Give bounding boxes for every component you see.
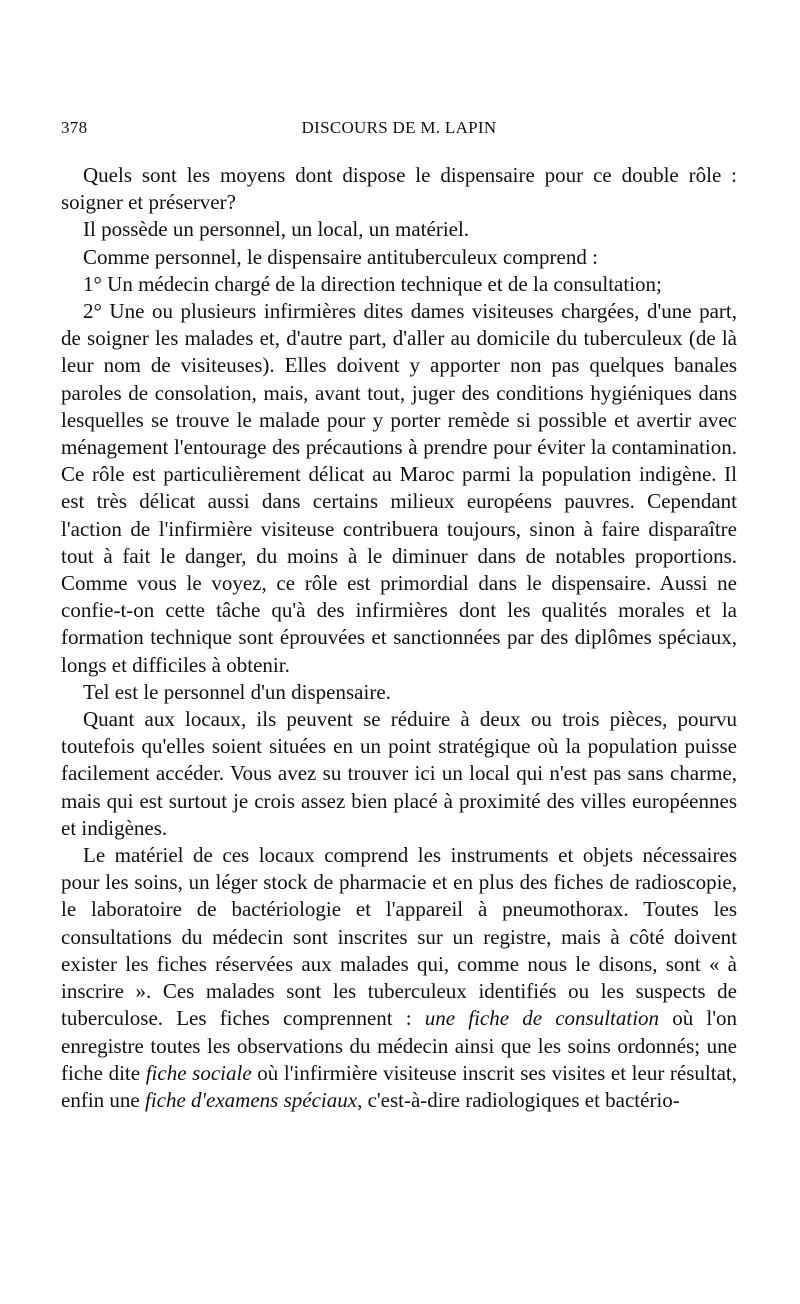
page-number: 378 [61,118,88,137]
paragraph-premises: Quant aux locaux, ils peuvent se réduire à deux ou trois pièces, pourvu toutefois qu'elles soient situées en un point stratégique où la population puisse facilement accéder. Vous avez su trouver ici un local qui n'est pas sans charme, mais qui est surtout je crois assez bien placé à proximité des villes européennes et indigènes. [61,707,737,840]
paragraph-equipment [61,842,737,1114]
running-title: DISCOURS DE M. LAPIN [301,118,497,137]
equipment-text-2: où l'on enregistre toutes les observations du médecin ainsi que les soins ordonnés; une fiche dite [61,1006,738,1085]
paragraph-question: Quels sont les moyens dont dispose le dispensaire pour ce double rôle : soigner et préserver? [61,163,737,215]
paragraph-personnel-intro: Comme personnel, le dispensaire antituberculeux comprend : [83,244,598,269]
paragraph-means: Il possède un personnel, un local, un matériel. [83,217,470,242]
paragraph-nurses: 2° Une ou plusieurs infirmières dites dames visiteuses chargées, d'une part, de soigner les malades et, d'autre part, d'aller au domicile du tuberculeux (de là leur nom de visiteuses). Elles doivent y apporter non pas quelques banales paroles de consolation, mais, avant tout, juger des conditions hygiéniques dans lesquelles se trouve le malade pour y porter remède si possible et avertir avec ménagement l'entourage des précautions à prendre pour éviter la contamination. Ce rôle est particulièrement délicat au Maroc parmi la population indigène. Il est très délicat aussi dans certains milieux européens pauvres. Cependant l'action de l'infirmière visiteuse contribuera toujours, sinon à faire disparaître tout à fait le danger, du moins à le diminuer dans de notables proportions. Comme vous le voyez, ce rôle est primordial dans le dispensaire. Aussi ne confie-t-on cette tâche qu'à des infirmières dont les qualités morales et la formation technique sont éprouvées et sanctionnées par des diplômes spéciaux, longs et difficiles à obtenir. [61,299,737,677]
paragraph-personnel-summary: Tel est le personnel d'un dispensaire. [83,679,391,704]
consultation-card-term: une fiche de consultation [424,1006,660,1031]
equipment-text-4: , c'est-à-dire radiologiques et bactério- [357,1087,680,1112]
equipment-text-1: Le matériel de ces locaux comprend les instruments et objets nécessaires pour les soins, un léger stock de pharmacie et en plus des fiches de radioscopie, le laboratoire de bactériologie et l'appareil à pneumothorax. Toutes les consultations du médecin sont inscrites sur un registre, mais à côté doivent exister les fiches réservées aux malades qui, comme nous le disons, sont « à inscrire ». Ces malades sont les tuberculeux identifiés ou les suspects de tuberculose. Les fiches comprennent : [61,843,737,1031]
social-card-term: fiche sociale [145,1060,252,1085]
paragraph-doctor: 1° Un médecin chargé de la direction technique et de la consultation; [83,271,662,296]
body-text [61,162,737,1114]
special-exams-card-term: fiche d'examens spéciaux [144,1087,358,1112]
page-header [61,118,737,146]
equipment-text-3: où l'infirmière visiteuse inscrit ses visites et leur résultat, enfin une [61,1060,737,1112]
